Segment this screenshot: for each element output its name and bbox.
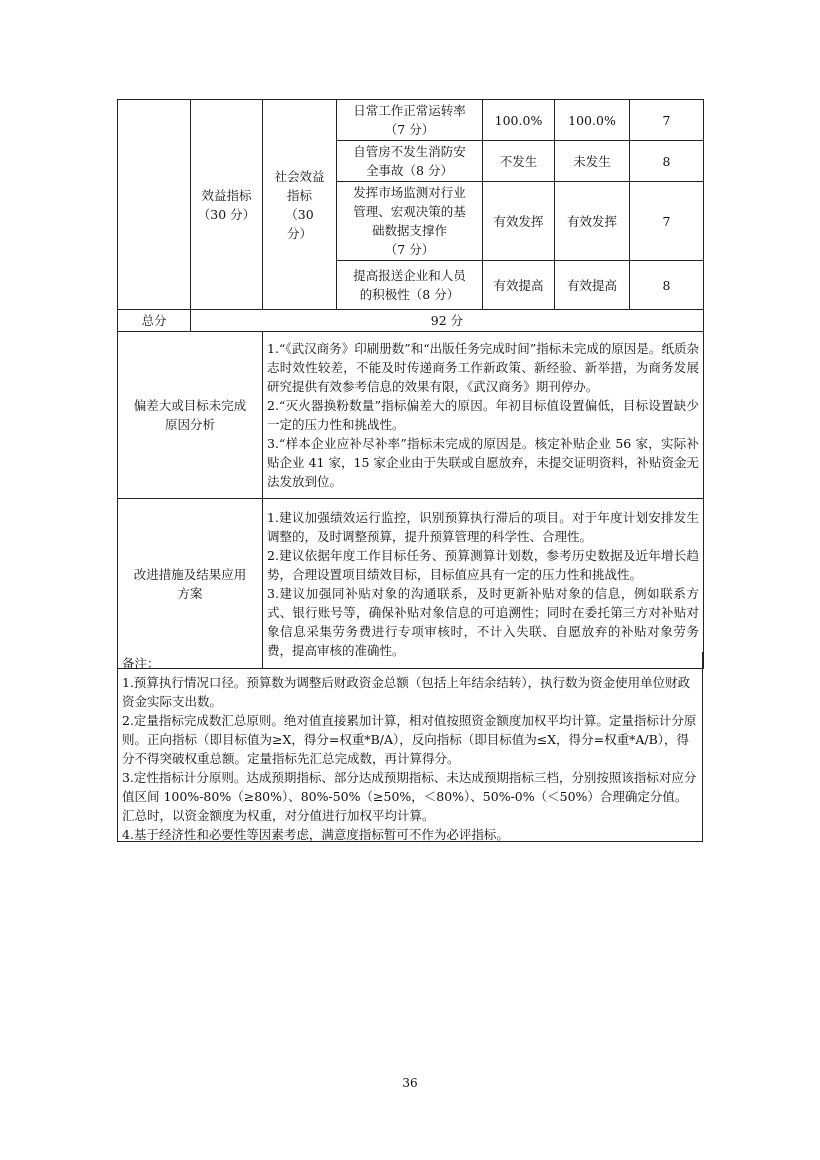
- page-number: 36: [402, 1076, 418, 1090]
- notes-heading: 备注：: [122, 656, 160, 671]
- target-value: 有效发挥: [483, 182, 555, 261]
- target-value: 100.0%: [483, 100, 555, 141]
- indicator-item: 发挥市场监测对行业 管理、宏观决策的基 础数据支撑作 （7 分）: [337, 182, 483, 261]
- actual-value: 有效提高: [555, 261, 630, 310]
- score-value: 7: [630, 182, 704, 261]
- improvement-row: [118, 499, 704, 669]
- actual-value: 未发生: [555, 141, 630, 182]
- target-value: 不发生: [483, 141, 555, 182]
- deviation-text: 1.“《武汉商务》印刷册数”和“出版任务完成时间”指标未完成的原因是。纸质杂志时效性较差，不能及时传递商务工作新政策、新经验、新举措，为商务发展研究提供有效参考信息的效果有限，《武汉商务》期刊停办。 2.“灭火器换粉数量”指标偏差大的原因。年初目标值设置偏低，目标设置缺少一定的压力性和挑战性。 3.“样本企业应补尽补率”指标未完成的原因是。核定补贴企业 56 家，实际补贴企业 41 家，15 家企业由于失联或自愿放弃，未提交证明资料，补贴资金无法发放到位。: [263, 332, 704, 499]
- actual-value: 100.0%: [555, 100, 630, 141]
- indicator-item: 日常工作正常运转率 （7 分）: [337, 100, 483, 141]
- score-value: 8: [630, 261, 704, 310]
- empty-cell: [118, 100, 191, 310]
- table-row: [118, 100, 704, 141]
- performance-table: [117, 99, 704, 669]
- deviation-row: [118, 332, 704, 499]
- indicator-item: 自管房不发生消防安 全事故（8 分）: [337, 141, 483, 182]
- level2-indicator-cell: 社会效益 指标 （30 分）: [263, 100, 337, 310]
- note-item: 4.基于经济性和必要性等因素考虑，满意度指标暂可不作为必评指标。: [122, 827, 509, 842]
- note-item: 3.定性指标计分原则。达成预期指标、部分达成预期指标、未达成预期指标三档，分别按照该指标对应分值区间 100%-80%（≥80%）、80%-50%（≥50%，＜80%）、50%-0%（＜50%）合理确定分值。汇总时，以资金额度为权重，对分值进行加权平均计算。: [122, 770, 697, 823]
- deviation-label: 偏差大或目标未完成 原因分析: [118, 332, 263, 499]
- note-item: 1.预算执行情况口径。预算数为调整后财政资金总额（包括上年结余结转），执行数为资金使用单位财政资金实际支出数。: [122, 675, 691, 709]
- score-value: 7: [630, 100, 704, 141]
- improvement-text: 1.建议加强绩效运行监控，识别预算执行滞后的项目。对于年度计划安排发生调整的，及时调整预算，提升预算管理的科学性、合理性。 2.建议依据年度工作目标任务、预算测算计划数，参考历史数据及近年增长趋势，合理设置项目绩效目标，目标值应具有一定的压力性和挑战性。 3.建议加强同补贴对象的沟通联系，及时更新补贴对象的信息，例如联系方式、银行账号等，确保补贴对象信息的可追溯性；同时在委托第三方对补贴对象信息采集劳务费进行专项审核时，不计入失联、自愿放弃的补贴对象劳务费，提高审核的准确性。: [263, 499, 704, 669]
- actual-value: 有效发挥: [555, 182, 630, 261]
- note-item: 2.定量指标完成数汇总原则。绝对值直接累加计算，相对值按照资金额度加权平均计算。定量指标计分原则。正向指标（即目标值为≥X，得分=权重*B/A），反向指标（即目标值为≤X，得分=权重*A/B），得分不得突破权重总额。定量指标先汇总完成数，再计算得分。: [122, 713, 697, 766]
- total-row: [118, 310, 704, 332]
- notes-section: [117, 652, 703, 842]
- total-value: 92 分: [191, 310, 704, 332]
- score-value: 8: [630, 141, 704, 182]
- indicator-item: 提高报送企业和人员 的积极性（8 分）: [337, 261, 483, 310]
- level1-indicator-cell: 效益指标 （30 分）: [191, 100, 263, 310]
- improvement-label: 改进措施及结果应用 方案: [118, 499, 263, 669]
- target-value: 有效提高: [483, 261, 555, 310]
- total-label: 总分: [118, 310, 191, 332]
